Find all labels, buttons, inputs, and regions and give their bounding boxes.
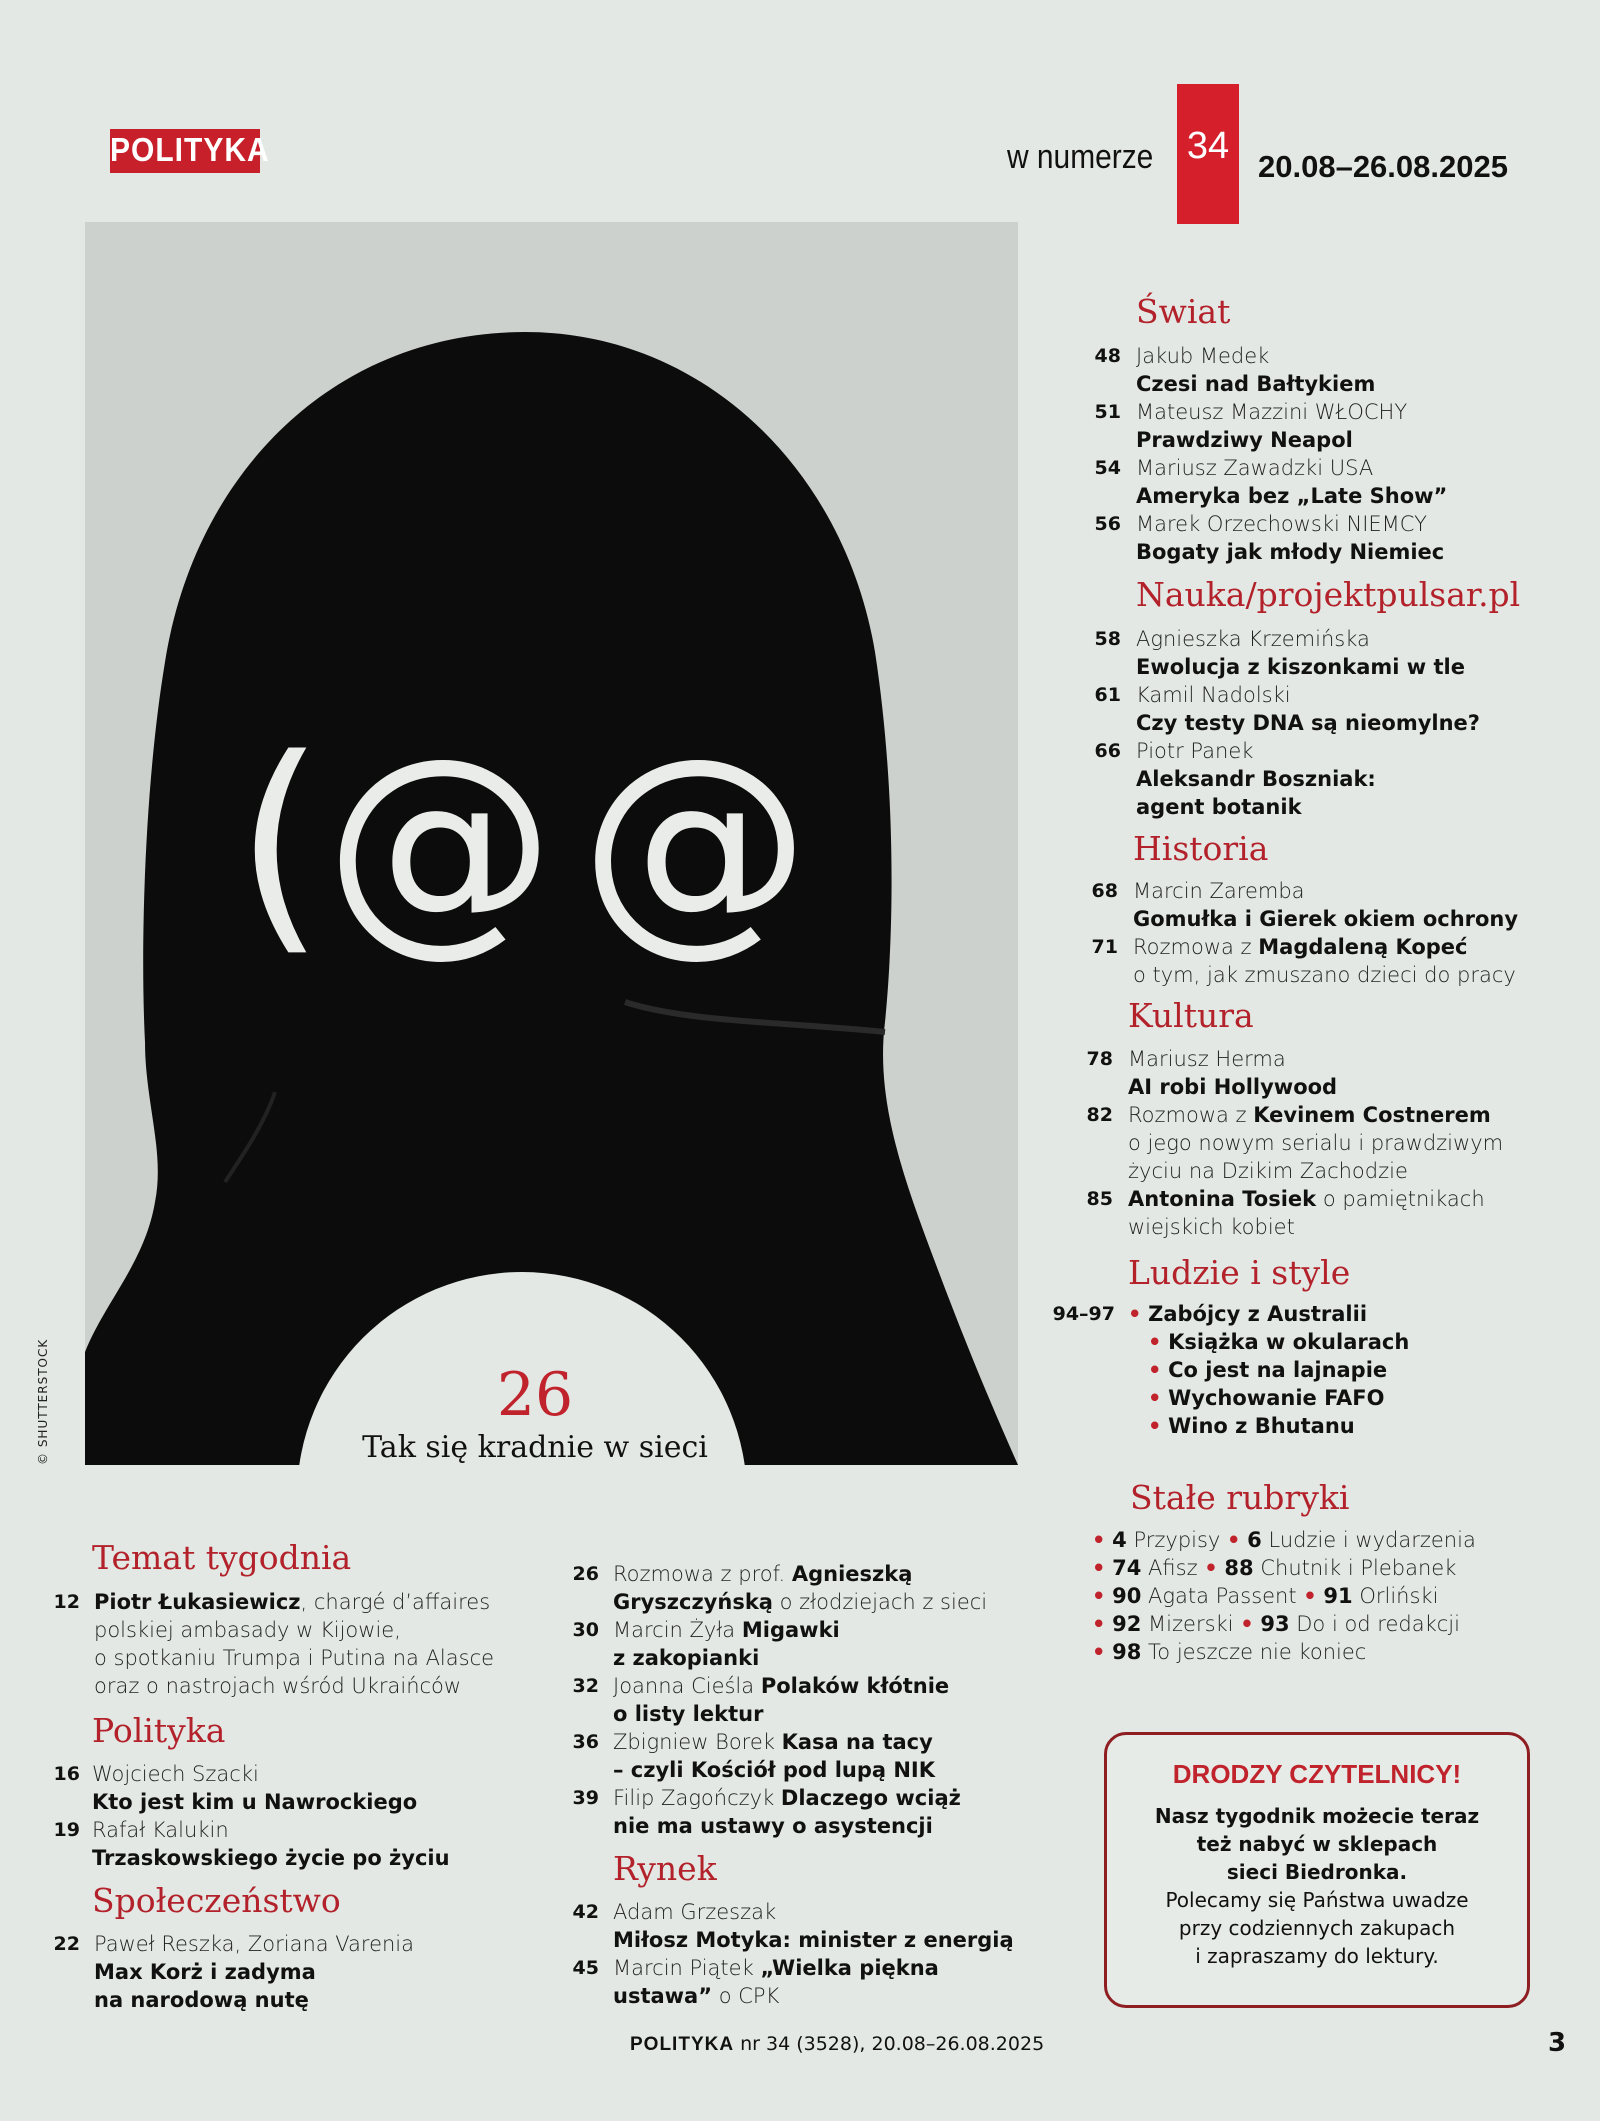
page-number: 61: [1094, 684, 1121, 706]
page-number: 36: [572, 1731, 599, 1753]
page-number: 71: [1091, 936, 1118, 958]
page-number: 78: [1086, 1048, 1113, 1070]
article-title: Trzaskowskiego życie po życiu: [92, 1846, 450, 1870]
article-title: Migawki: [741, 1618, 840, 1642]
toc-entry[interactable]: [1094, 342, 1376, 398]
toc-entry[interactable]: [1091, 877, 1519, 933]
page-number-footer: 3: [1548, 2028, 1567, 2058]
toc-entry[interactable]: [1094, 737, 1376, 821]
article-subtitle: życiu na Dzikim Zachodzie: [1128, 1159, 1408, 1183]
toc-entry[interactable]: [1086, 1045, 1338, 1101]
article-title: „Wielka piękna: [760, 1956, 939, 1980]
bullet-icon: •: [1303, 1584, 1317, 1608]
article-title: Ameryka bez „Late Show”: [1136, 484, 1448, 508]
page-number: 48: [1094, 345, 1121, 367]
toc-entry[interactable]: 39 Filip Zagończyk Dlaczego wciąż nie ma ustawy o asystencji: [613, 1784, 961, 1840]
article-title: Kto jest kim u Nawrockiego: [92, 1790, 418, 1814]
page-number: 22: [53, 1933, 80, 1955]
article-title: Co jest na lajnapie: [1168, 1358, 1388, 1382]
section-historia: Historia: [1133, 829, 1269, 868]
toc-entry[interactable]: [1094, 398, 1408, 454]
page-number: 51: [1094, 401, 1121, 423]
footer-issue-info: nr 34 (3528), 20.08–26.08.2025: [740, 2033, 1045, 2055]
section-stale-rubryki: Stałe rubryki: [1130, 1478, 1350, 1517]
page-number: 68: [1091, 880, 1118, 902]
author: Marcin Zaremba: [1133, 879, 1305, 903]
bullet-icon: •: [1148, 1330, 1162, 1354]
bullet-icon: •: [1148, 1358, 1162, 1382]
feature-page-number[interactable]: 26: [496, 1360, 574, 1430]
footer-logo: POLITYKA: [630, 2034, 735, 2055]
author: Wojciech Szacki: [92, 1762, 259, 1786]
toc-entry[interactable]: [1091, 933, 1516, 989]
readers-notice-box: [1104, 1732, 1530, 2008]
issue-number: 34: [1186, 125, 1230, 167]
article-title: Czesi nad Bałtykiem: [1136, 372, 1376, 396]
footer: [630, 2033, 1044, 2056]
balaclava-silhouette-icon: [85, 222, 1018, 1465]
bullet-icon: •: [1148, 1386, 1162, 1410]
page-number: 94–97: [1052, 1303, 1115, 1325]
article-title: AI robi Hollywood: [1128, 1075, 1338, 1099]
bullet-icon: •: [1128, 1302, 1142, 1326]
page-number: 58: [1094, 628, 1121, 650]
svg-text:(@: (@: [235, 710, 555, 977]
article-subtitle: o tym, jak zmuszano dzieci do pracy: [1133, 963, 1516, 987]
page-number: 30: [572, 1619, 599, 1641]
page-number: 85: [1086, 1188, 1113, 1210]
toc-regulars[interactable]: • 4 Przypisy • 6 Ludzie i wydarzenia • 74 Afisz • 88 Chutnik i Plebanek • 90 Agata Passent • 91 Orliński • 92 Mizerski • 93 Do i od redakcji • 98 To jeszcze nie koniec: [1092, 1528, 1476, 1664]
author: Agnieszka Krzemińska: [1136, 627, 1370, 651]
photo-credit: © SHUTTERSTOCK: [36, 1338, 50, 1465]
section-temat-tygodnia: Temat tygodnia: [92, 1538, 352, 1577]
page-number: 16: [53, 1763, 80, 1785]
issue-date-range: 20.08–26.08.2025: [1258, 149, 1508, 184]
bullet-icon: •: [1092, 1612, 1106, 1636]
bullet-icon: •: [1240, 1612, 1254, 1636]
article-title: Aleksandr Boszniak:: [1136, 767, 1376, 791]
article-subtitle: wiejskich kobiet: [1128, 1215, 1295, 1239]
article-subtitle: o jego nowym serialu i prawdziwym: [1128, 1131, 1504, 1155]
article-title: Miłosz Motyka: minister z energią: [613, 1928, 1014, 1952]
page-number: 12: [53, 1591, 80, 1613]
article-title: Zabójcy z Australii: [1148, 1302, 1368, 1326]
page-number: 82: [1086, 1104, 1113, 1126]
author: Rozmowa z: [1133, 935, 1252, 959]
article-title: Wino z Bhutanu: [1168, 1414, 1355, 1438]
author: Paweł Reszka, Zoriana Varenia: [94, 1932, 415, 1956]
feature-title[interactable]: Tak się kradnie w sieci: [362, 1430, 708, 1465]
bullet-icon: •: [1092, 1556, 1106, 1580]
author: Marek Orzechowski NIEMCY: [1136, 512, 1427, 536]
svg-text:@: @: [580, 710, 810, 977]
page-number: 66: [1094, 740, 1121, 762]
page-number: 39: [572, 1787, 599, 1809]
toc-entry[interactable]: [1094, 510, 1445, 566]
author: Rozmowa z: [1128, 1103, 1247, 1127]
author: Mateusz Mazzini WŁOCHY: [1136, 400, 1408, 424]
bullet-icon: •: [1204, 1556, 1218, 1580]
page-number: 32: [572, 1675, 599, 1697]
toc-entry[interactable]: 45 Marcin Piątek „Wielka piękna ustawa” o CPK: [613, 1954, 939, 2010]
toc-entry[interactable]: [1094, 681, 1480, 737]
section-nauka: Nauka/projektpulsar.pl: [1136, 575, 1521, 614]
toc-entry[interactable]: 30 Marcin Żyła Migawki z zakopianki: [613, 1616, 840, 1672]
bullet-icon: •: [1148, 1414, 1162, 1438]
author: Piotr Panek: [1136, 739, 1254, 763]
article-title: Wychowanie FAFO: [1168, 1386, 1385, 1410]
toc-entry[interactable]: [1052, 1300, 1410, 1440]
article-title: Piotr Łukasiewicz: [94, 1590, 301, 1614]
toc-entry[interactable]: [1086, 1101, 1504, 1185]
balaclava-illustration[interactable]: [85, 222, 1018, 1465]
toc-entry[interactable]: [572, 1898, 1014, 1954]
section-polityka: Polityka: [92, 1711, 226, 1750]
bullet-icon: •: [1092, 1528, 1106, 1552]
section-rynek: Rynek: [613, 1849, 717, 1888]
toc-entry[interactable]: [1086, 1185, 1485, 1241]
toc-entry[interactable]: [1094, 454, 1448, 510]
article-title: Agnieszką: [791, 1562, 913, 1586]
toc-entry[interactable]: [53, 1760, 418, 1816]
article-title: Bogaty jak młody Niemiec: [1136, 540, 1445, 564]
readers-notice-body: Nasz tygodnik możecie teraz też nabyć w sklepach sieci Biedronka. Polecamy się Państwa uwadze przy codziennych zakupach i zapraszamy do lektury.: [1154, 1804, 1480, 1968]
author: Mariusz Zawadzki USA: [1136, 456, 1374, 480]
toc-entry[interactable]: 12 Piotr Łukasiewicz, chargé d’affaires polskiej ambasady w Kijowie, o spotkaniu Trumpa i Putina na Alasce oraz o nastrojach wśród Ukraińców: [94, 1588, 494, 1700]
article-title: Ewolucja z kiszonkami w tle: [1136, 655, 1465, 679]
author: Adam Grzeszak: [613, 1900, 777, 1924]
article-title: Max Korż i zadyma: [94, 1960, 316, 1984]
bullet-icon: •: [1227, 1528, 1241, 1552]
article-title: Gomułka i Gierek okiem ochrony: [1133, 907, 1519, 931]
bullet-icon: •: [1092, 1584, 1106, 1608]
toc-entry[interactable]: 32 Joanna Cieśla Polaków kłótnie o listy lektur: [613, 1672, 949, 1728]
article-title: Czy testy DNA są nieomylne?: [1136, 711, 1480, 735]
page-number: 26: [572, 1563, 599, 1585]
toc-entry[interactable]: 36 Zbigniew Borek Kasa na tacy – czyli Kościół pod lupą NIK: [613, 1728, 935, 1784]
polityka-logo[interactable]: POLITYKA: [110, 129, 260, 173]
author: Mariusz Herma: [1128, 1047, 1286, 1071]
article-title: Prawdziwy Neapol: [1136, 428, 1353, 452]
article-title: Książka w okularach: [1168, 1330, 1410, 1354]
author: Kamil Nadolski: [1136, 683, 1291, 707]
article-title: Magdaleną Kopeć: [1258, 935, 1468, 959]
section-kultura: Kultura: [1128, 996, 1254, 1035]
toc-entry[interactable]: [53, 1930, 415, 2014]
readers-notice-title: DRODZY CZYTELNICY!: [1172, 1759, 1462, 1789]
page-number: 19: [53, 1819, 80, 1841]
article-title: Kasa na tacy: [781, 1730, 933, 1754]
toc-entry[interactable]: [53, 1816, 450, 1872]
article-title: Polaków kłótnie: [760, 1674, 950, 1698]
section-ludzie-i-style: Ludzie i style: [1128, 1253, 1351, 1292]
page-number: 56: [1094, 513, 1121, 535]
article-title: Antonina Tosiek: [1128, 1187, 1317, 1211]
section-swiat: Świat: [1136, 292, 1231, 331]
page-number: 45: [572, 1957, 599, 1979]
article-title-line2: na narodową nutę: [94, 1988, 309, 2012]
page-number: 54: [1094, 457, 1121, 479]
in-issue-label: w numerze: [1007, 138, 1154, 176]
page-number: 42: [572, 1901, 599, 1923]
author: Rafał Kalukin: [92, 1818, 229, 1842]
article-title-line2: agent botanik: [1136, 795, 1302, 819]
section-spoleczenstwo: Społeczeństwo: [92, 1881, 341, 1920]
bullet-icon: •: [1092, 1640, 1106, 1664]
article-subtitle: o pamiętnikach: [1322, 1187, 1485, 1211]
article-title: Dlaczego wciąż: [780, 1786, 961, 1810]
author: Jakub Medek: [1136, 344, 1270, 368]
toc-entry[interactable]: [1094, 625, 1465, 681]
article-title: Kevinem Costnerem: [1253, 1103, 1491, 1127]
toc-entry[interactable]: 26 Rozmowa z prof. Agnieszką Gryszczyńską o złodziejach z sieci: [613, 1560, 987, 1616]
